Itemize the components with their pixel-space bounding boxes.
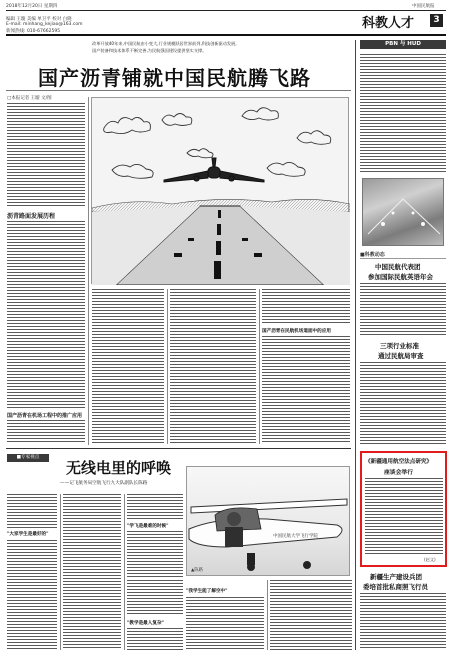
sidebar-story3-text	[360, 593, 446, 649]
sidebar-story3-title-line2: 委培首批私商照飞行员	[363, 583, 428, 591]
sidebar-story1-title-line2: 参加国际民航英语年会	[368, 273, 433, 281]
lower-subhead: ——记飞航务局空航飞行九大队副队长陈路	[60, 481, 148, 486]
highlight-credit: (赵文)	[424, 557, 436, 562]
lower-intro-quote: "大家学生是最好的"	[7, 532, 49, 537]
sidebar-story1-title-line1: 中国民航代表团	[375, 263, 421, 271]
lower-story-rule	[6, 448, 351, 449]
headline-rule	[6, 90, 351, 91]
sidebar-story2-title-line1: 三项行业标准	[380, 342, 419, 350]
column-rule-3	[259, 289, 260, 444]
lead-deck-line-2: 国产装备和技术体系不断完善,为民航强国建设提供坚实支撑。	[92, 48, 207, 53]
section-title: 科教人才	[362, 16, 415, 31]
lead-column-4b-text	[262, 336, 350, 444]
lower-section-badge: ■专家视点	[7, 454, 49, 462]
sidebar-feature-text	[360, 54, 446, 174]
lower-column-1-text	[7, 494, 57, 528]
airplane-photo	[186, 466, 350, 576]
lead-column-1b-text	[7, 221, 85, 409]
highlight-title-line1: 《新疆通用航空法点研究》	[365, 459, 433, 465]
runway-drawing	[92, 98, 350, 285]
lead-column-1-text	[7, 103, 85, 208]
lower-column-5-text	[270, 580, 352, 650]
lead-headline: 国产沥青铺就中国民航腾飞路	[38, 66, 311, 90]
pull-quote-2: "我学生能了解空中"	[186, 589, 228, 594]
sidebar-banner: PBN 与 HUD	[360, 40, 446, 49]
lower-column-1b-text	[7, 540, 57, 650]
page-number-badge: 3	[430, 14, 443, 27]
lower-column-2-text	[63, 494, 121, 650]
lead-column-2-text	[92, 289, 164, 444]
lead-subhead-1: 沥青路面发展历程	[7, 213, 56, 220]
lower-column-3c-text	[127, 580, 183, 616]
editors-line-3: 新闻热线: 010-67662595	[6, 29, 61, 34]
airplane-fuselage-text: 中国民航大学飞行学院	[273, 534, 318, 539]
lower-column-3d-text	[127, 628, 183, 650]
lower-headline: 无线电里的呼唤	[66, 459, 172, 477]
sidebar-news-rule	[360, 258, 446, 259]
pull-quote-3: "教学是最人复杂"	[127, 621, 164, 626]
lead-byline: □本报记者 王璇 文/图	[7, 96, 52, 101]
sidebar-story3-title-line1: 新疆生产建设兵团	[370, 573, 422, 581]
editors-line-1: 编辑 王璇 美编 单卫平 校对 白晓	[6, 17, 72, 22]
column-rule-1	[88, 97, 89, 445]
lower-rule-3	[267, 580, 268, 650]
lead-column-3-text	[170, 289, 256, 444]
editors-line-2: E-mail: minhang_kejiao@163.com	[6, 22, 83, 27]
sidebar-photo	[362, 178, 444, 246]
lead-subhead-2: 国产沥青在民航机场道面中的应用	[262, 329, 331, 334]
lower-rule-2	[124, 494, 125, 650]
top-rule	[6, 10, 446, 11]
lower-column-4-text	[186, 597, 264, 650]
photo-caption: ▲陈路	[191, 568, 203, 573]
sidebar-story2-title-line2: 通过民航局审查	[378, 352, 424, 360]
highlighted-story-box[interactable]	[360, 451, 447, 567]
lead-deck-line-1: 改革开放40年来,中国民航由小变大,行业规模跃居世界前列,科技创新驱动发展,	[92, 41, 237, 46]
lead-column-4-text	[262, 289, 350, 325]
sidebar-story2-text	[360, 362, 446, 446]
lower-column-3-text	[127, 494, 183, 520]
lower-column-3b-text	[127, 531, 183, 577]
sidebar-news-badge: ■科教动态	[360, 252, 385, 258]
training-aircraft-drawing	[187, 467, 351, 577]
date-line: 2018年12月20日 星期四	[6, 4, 58, 9]
highlight-body-text	[365, 478, 443, 556]
sidebar-rule	[355, 40, 356, 650]
runway-illustration	[91, 97, 349, 284]
lead-column-1c-text	[7, 420, 85, 444]
highlight-title-line2: 座谈会举行	[384, 470, 413, 476]
runway-lights-photo	[363, 179, 445, 247]
sidebar-story1-text	[360, 283, 446, 337]
masthead-rule	[6, 34, 446, 36]
column-rule-2	[167, 289, 168, 444]
lead-subhead-3: 国产沥青在机场工程中的推广应用	[7, 413, 83, 419]
newspaper-brand: 中国民航报	[412, 4, 435, 9]
lower-rule-1	[60, 494, 61, 650]
pull-quote-1: "学飞是最难的时候"	[127, 524, 169, 529]
